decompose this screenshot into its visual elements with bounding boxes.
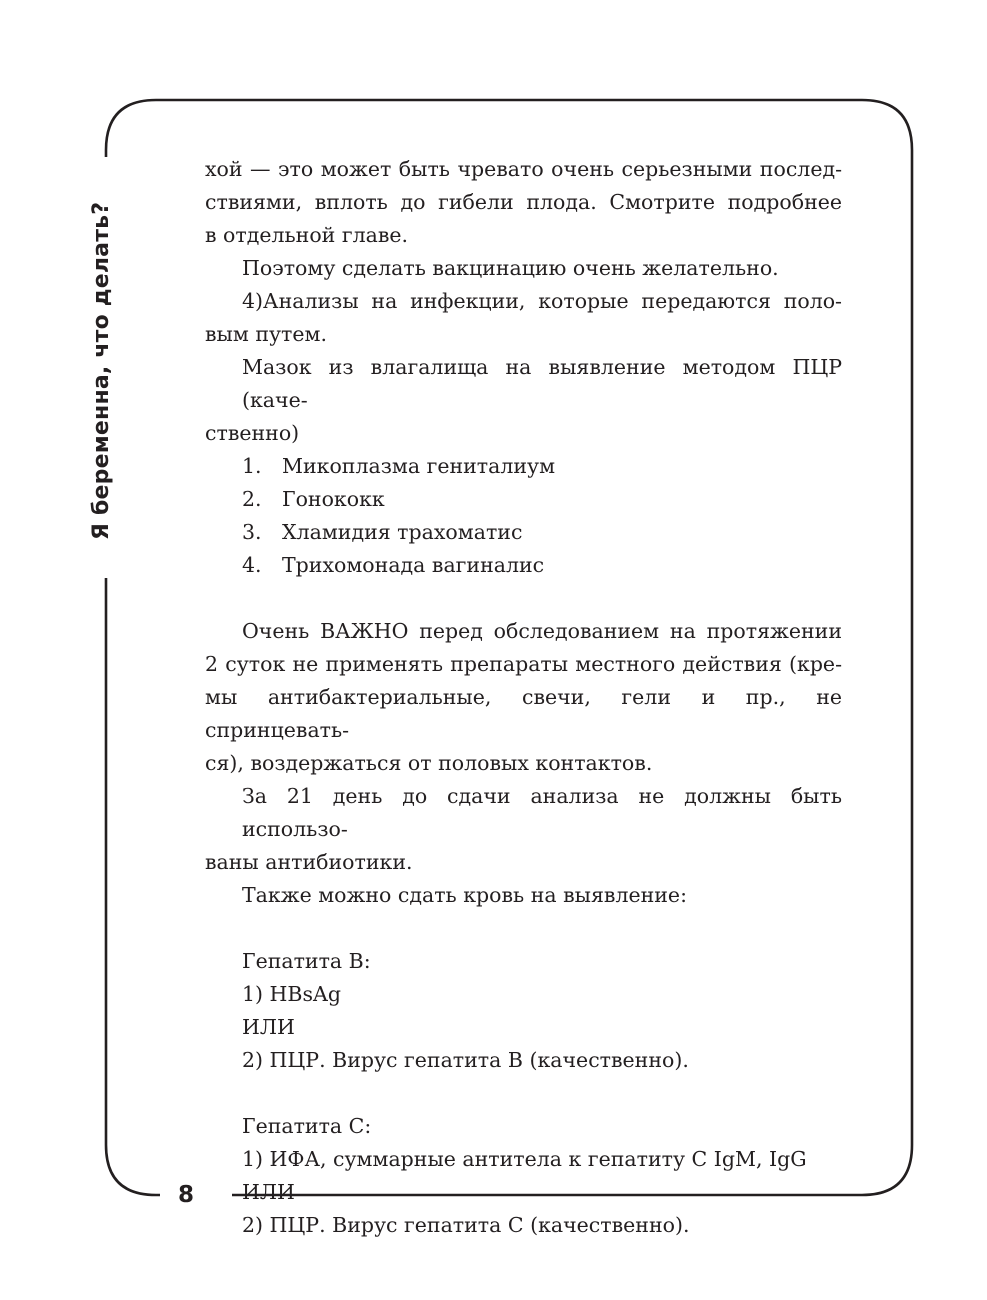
list-item bbox=[205, 516, 842, 549]
text-line: ственно) bbox=[205, 421, 300, 445]
list-item bbox=[205, 450, 842, 483]
text-line: ствиями, вплоть до гибели плода. Смотрите подробнее bbox=[205, 190, 842, 214]
list-item-text: Трихомонада вагиналис bbox=[282, 553, 545, 577]
text-line: Очень ВАЖНО перед обследованием на протяжении bbox=[242, 619, 842, 643]
text-line: хой — это может быть чревато очень серьезными послед- bbox=[205, 157, 842, 181]
main-text bbox=[205, 153, 842, 1242]
running-head: Я беременна, что делать? bbox=[89, 201, 114, 540]
hepatitis-b-option-1: 1) HBsAg bbox=[242, 982, 341, 1006]
hepatitis-c-option-2: 2) ПЦР. Вирус гепатита С (качественно). bbox=[242, 1213, 690, 1237]
page-number: 8 bbox=[178, 1182, 195, 1208]
hepatitis-c-heading: Гепатита С: bbox=[242, 1114, 372, 1138]
list-item-text: Микоплазма гениталиум bbox=[282, 454, 556, 478]
list-item-number: 1. bbox=[242, 454, 262, 478]
infections-list bbox=[205, 450, 842, 582]
hepatitis-c-option-1: 1) ИФА, суммарные антитела к гепатиту С IgM, IgG bbox=[242, 1147, 807, 1171]
list-item bbox=[205, 549, 842, 582]
hepatitis-b-or: ИЛИ bbox=[242, 1015, 295, 1039]
list-item-number: 3. bbox=[242, 520, 262, 544]
list-item bbox=[205, 483, 842, 516]
text-line: 4)Анализы на инфекции, которые передаются поло- bbox=[242, 289, 842, 313]
text-line: ся), воздержаться от половых контактов. bbox=[205, 751, 653, 775]
hepatitis-b-option-2: 2) ПЦР. Вирус гепатита В (качественно). bbox=[242, 1048, 689, 1072]
hepatitis-b-heading: Гепатита В: bbox=[242, 949, 371, 973]
list-item-number: 4. bbox=[242, 553, 262, 577]
paragraph: Поэтому сделать вакцинацию очень желательно. bbox=[242, 256, 779, 280]
hepatitis-c-or: ИЛИ bbox=[242, 1180, 295, 1204]
paragraph: Также можно сдать кровь на выявление: bbox=[242, 883, 687, 907]
text-line: в отдельной главе. bbox=[205, 223, 409, 247]
spacer bbox=[205, 1077, 842, 1110]
list-item-text: Хламидия трахоматис bbox=[282, 520, 523, 544]
list-item-text: Гонококк bbox=[282, 487, 385, 511]
text-line: Мазок из влагалища на выявление методом ПЦР (каче- bbox=[242, 355, 842, 412]
text-line: 2 суток не применять препараты местного действия (кре- bbox=[205, 652, 842, 676]
spacer bbox=[205, 582, 842, 615]
list-item-number: 2. bbox=[242, 487, 262, 511]
text-line: ваны антибиотики. bbox=[205, 850, 413, 874]
text-line: За 21 день до сдачи анализа не должны быть использо- bbox=[242, 784, 842, 841]
frame-bottom-left-border bbox=[106, 578, 160, 1195]
spacer bbox=[205, 912, 842, 945]
text-line: мы антибактериальные, свечи, гели и пр., не спринцевать- bbox=[205, 685, 842, 742]
text-line: вым путем. bbox=[205, 322, 327, 346]
